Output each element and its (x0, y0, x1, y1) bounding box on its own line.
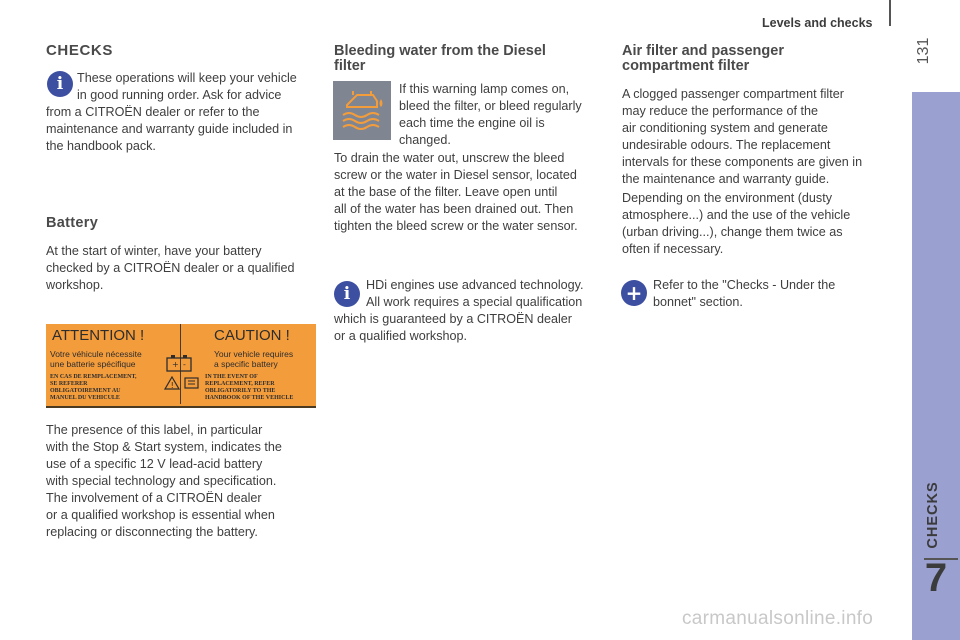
text-line: the handbook pack. (46, 139, 156, 153)
text-line: To drain the water out, unscrew the bleed (334, 151, 565, 165)
label-right (181, 324, 316, 404)
label-left-title: ATTENTION ! (52, 327, 145, 344)
chapter-title (918, 480, 948, 550)
text-line: from a CITROËN dealer or refer to the (46, 105, 260, 119)
text-line: Refer to the "Checks - Under the (653, 278, 836, 292)
label-left-small (50, 374, 137, 402)
text-line: undesirable odours. The replacement (622, 138, 831, 152)
heading-line: Air filter and passenger (622, 43, 784, 59)
plus-icon: + (621, 280, 647, 306)
svg-text:-: - (183, 360, 186, 369)
label-small-line: EN CAS DE REMPLACEMENT, (50, 374, 137, 380)
label-small-line: MANUEL DU VEHICULE (50, 395, 120, 401)
text-line: in good running order. Ask for advice (77, 88, 282, 102)
text-line: with special technology and specification. (46, 474, 277, 488)
label-small-line: OBLIGATOIREMENT AU (50, 388, 121, 394)
text-line: checked by a CITROËN dealer or a qualified (46, 261, 295, 275)
info-icon: i (47, 71, 73, 97)
page-number-text: 131 (915, 37, 932, 65)
label-left-line2: une batterie spécifique (50, 359, 136, 369)
air-filter-heading (622, 44, 784, 74)
label-right-line2: a specific battery (214, 359, 278, 369)
text-line: The involvement of a CITROËN dealer (46, 491, 262, 505)
label-small-line: SE REFERER (50, 381, 88, 387)
presence-paragraph (46, 422, 282, 541)
chapter-title-text: CHECKS (925, 481, 941, 549)
air-filter-paragraph-2 (622, 190, 850, 258)
text-line: (urban driving...), change them twice as (622, 225, 843, 239)
svg-text:+: + (172, 360, 179, 369)
heading-line: Bleeding water from the Diesel (334, 43, 546, 59)
text-line: or a qualified workshop is essential when (46, 508, 275, 522)
text-line: changed. (399, 133, 451, 147)
text-line: at the base of the filter. Leave open until (334, 185, 558, 199)
bleeding-heading (334, 44, 546, 74)
refer-paragraph (653, 277, 835, 311)
label-small-line: REPLACEMENT, REFER (205, 381, 275, 387)
watermark: carmanualsonline.info (682, 608, 874, 629)
label-right-small (205, 374, 293, 402)
text-line: use of a specific 12 V lead-acid battery (46, 457, 263, 471)
info-first-line: These operations will keep your vehicle (77, 71, 297, 85)
text-line: Depending on the environment (dusty (622, 191, 833, 205)
header-divider (889, 0, 891, 26)
text-line: replacing or disconnecting the battery. (46, 525, 258, 539)
text-line: All work requires a special qualification (366, 295, 583, 309)
battery-warning-label (46, 324, 316, 408)
header-title: Levels and checks (762, 16, 873, 30)
battery-heading: Battery (46, 215, 99, 231)
text-line: or a qualified workshop. (334, 329, 468, 343)
text-line: bonnet" section. (653, 295, 743, 309)
text-line: workshop. (46, 278, 104, 292)
text-line: A clogged passenger compartment filter (622, 87, 844, 101)
text-line: all of the water has been drained out. Then (334, 202, 574, 216)
text-line: HDi engines use advanced technology. (366, 278, 584, 292)
air-filter-paragraph-1 (622, 86, 862, 188)
hdi-paragraph (334, 277, 584, 345)
label-right-title: CAUTION ! (214, 327, 290, 344)
text-line: atmosphere...) and the use of the vehicle (622, 208, 851, 222)
info-icon: i (334, 281, 360, 307)
text-line: screw or the water in Diesel sensor, located (334, 168, 577, 182)
text-line: may reduce the performance of the (622, 104, 819, 118)
text-line: the maintenance and warranty guide. (622, 172, 830, 186)
label-left (46, 324, 180, 404)
water-in-diesel-lamp-icon (333, 81, 391, 140)
heading-line: filter (334, 58, 366, 74)
warning-triangle-icon (164, 376, 180, 390)
label-small-line: HANDBOOK OF THE VEHICLE (205, 395, 294, 401)
text-line: At the start of winter, have your battery (46, 244, 262, 258)
text-line: If this warning lamp comes on, (399, 82, 570, 96)
text-line: often if necessary. (622, 242, 724, 256)
text-line: which is guaranteed by a CITROËN dealer (334, 312, 572, 326)
label-left-line1: Votre véhicule nécessite (50, 349, 142, 359)
checks-heading: CHECKS (46, 42, 113, 59)
lamp-paragraph (399, 81, 582, 149)
text-line: each time the engine oil is (399, 116, 545, 130)
text-line: bleed the filter, or bleed regularly (399, 99, 582, 113)
lamp-symbol (333, 81, 391, 140)
text-line: tighten the bleed screw or the water sensor. (334, 219, 578, 233)
label-right-line1: Your vehicle requires (214, 349, 294, 359)
text-line: The presence of this label, in particular (46, 423, 263, 437)
text-line: intervals for these components are given in (622, 155, 863, 169)
heading-line: compartment filter (622, 58, 750, 74)
info-paragraph (46, 87, 292, 155)
label-small-line: IN THE EVENT OF (205, 374, 258, 380)
battery-paragraph (46, 243, 295, 294)
chapter-number: 7 (924, 556, 948, 600)
text-line: maintenance and warranty guide included in (46, 122, 293, 136)
drain-paragraph (334, 150, 578, 235)
text-line: with the Stop & Start system, indicates the (46, 440, 282, 454)
page-number (904, 36, 944, 66)
text-line: air conditioning system and generate (622, 121, 828, 135)
svg-text:!: ! (170, 381, 174, 390)
label-small-line: OBLIGATORILY TO THE (205, 388, 276, 394)
